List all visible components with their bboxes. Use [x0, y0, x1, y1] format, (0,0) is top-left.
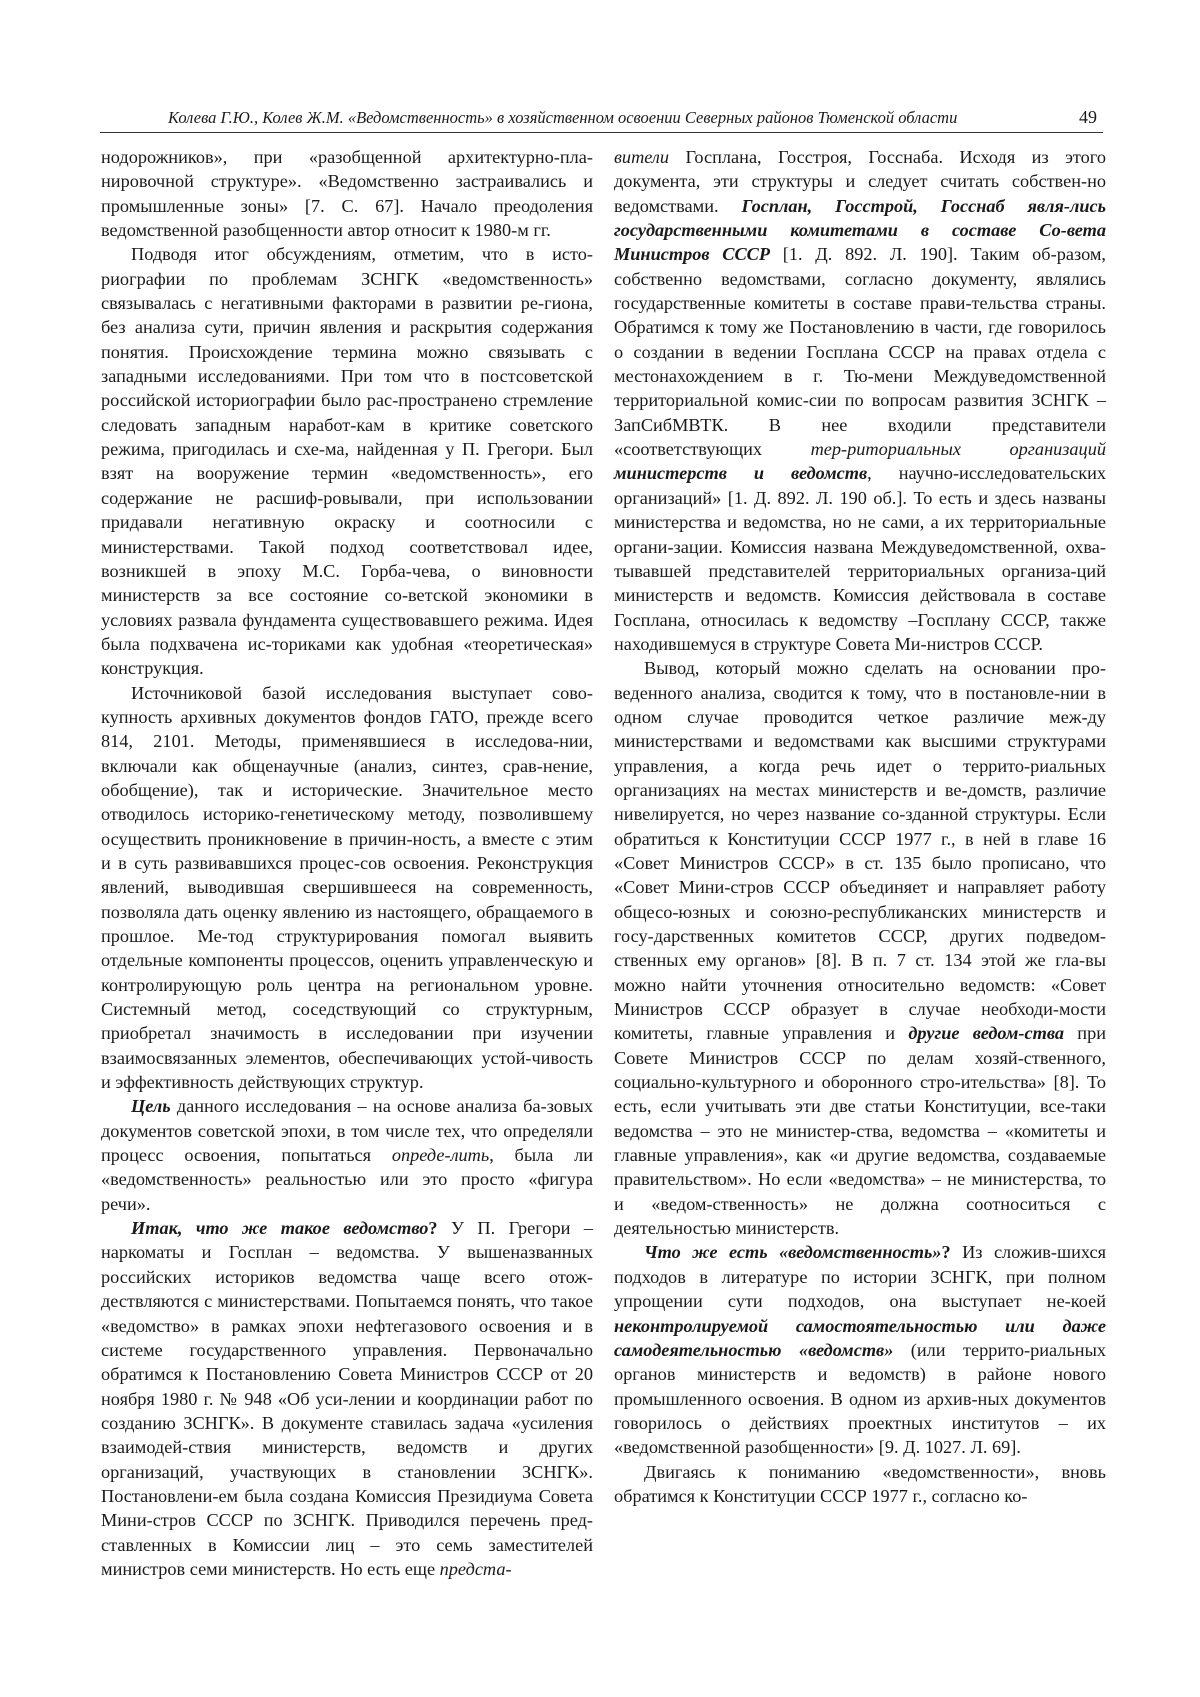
- text-run: [1. Д. 892. Л. 190]. Таким об-разом, собственно ведомствами, согласно документу, являлись государственные комитеты в составе прави-тельства страны. Обратимся к тому же Постановлению в части, где говорилось о создании в ведении Госплана СССР на правах отдела с местонахождением в г. Тю-мени Междуведомственной территориальной комис-сии по вопросам развития ЗСНГК – ЗапСибМВТК. В нее входили представители «соответствующих: [614, 244, 1106, 460]
- text-run: Вывод, который можно сделать на основании про-веденного анализа, сводится к тому, что в постановле-нии в одном случае проводится четкое различие меж-ду министерствами и ведомствами как высшими структурами управления, а когда речь идет о террито-риальных организациях на местах министерств и ве-домств, различие нивелируется, но через название со-зданной структуры. Если обратиться к Конституции СССР 1977 г., в ней в главе 16 «Совет Министров СССР» в ст. 135 было прописано, что «Совет Мини-стров СССР объединяет и направляет работу общесо-юзных и союзно-республиканских министерств и госу-дарственных комитетов СССР, других подведом-ственных ему органов» [8]. В п. 7 ст. 134 этой же гла-вы можно найти уточнения относительно ведомств: «Совет Министров СССР образует в случае необходи-мости комитеты, главные управления и: [614, 658, 1106, 1044]
- text-run: неконтролируемой самостоятельностью или даже самодеятельностью «ведомств»: [614, 1315, 1106, 1360]
- text-run: Госплан, Госстрой, Госснаб явля-лись государственными комитетами в составе Со-вета Министров СССР: [614, 195, 1106, 265]
- text-run: тер-риториальных организаций: [810, 439, 1106, 460]
- paragraph: [101, 1094, 593, 1216]
- text-run: , научно-исследовательских организаций» [1. Д. 892. Л. 190 об.]. То есть и здесь названы министерства и ведомства, но не сами, а их территориальные органи-зации. Комиссия названа Междуведомственной, охва-тывавшей представителей территориальных организа-ций министерств и ведомств. Комиссия действовала в составе Госплана, относилась к ведомству –Госплану СССР, также находившемуся в структуре Совета Ми-нистров СССР.: [614, 463, 1106, 654]
- running-header: [100, 108, 1103, 133]
- text-run: ?: [428, 1218, 452, 1239]
- text-run: вители: [614, 147, 670, 167]
- paragraph: [101, 145, 593, 242]
- text-run: Подводя итог обсуждениям, отметим, что в исто-риографии по проблемам ЗСНГК «ведомственность» связывалась с негативными факторами в развитии ре-гиона, без анализа сути, причин явления и раскрытия содержания понятия. Происхождение термина можно связывать с западными исследованиями. При том что в постсоветской российской историографии было рас-пространено стремление следовать западным наработ-кам в критике советского режима, пригодилась и схе-ма, найденная у П. Грегори. Был взят на вооружение термин «ведомственность», его содержание не расшиф-ровывали, при использовании придавали негативную окраску и соотносили с министерствами. Такой подход соответствовал идее, возникшей в эпоху М.С. Горба-чева, о виновности министерств за все состояние со-ветской экономики в условиях развала фундамента существовавшего режима. Идея была подхвачена ис-ториками как удобная «теоретическая» конструкция.: [101, 244, 593, 679]
- text-run: (или террито-риальных органов министерств и ведомств) в районе нового промышленного освоения. В одном из архив-ных документов говорилось о действиях проектных институтов – их «ведомственной разобщенности» [9. Д. 1027. Л. 69].: [614, 1339, 1106, 1458]
- text-run: данного исследования – на основе анализа ба-зовых документов советской эпохи, в том числе тех, что определяли процесс освоения, попытаться: [101, 1096, 593, 1166]
- paragraph: [614, 656, 1106, 1240]
- text-run: Из сложив-шихся подходов в литературе по истории ЗСНГК, при полном упрощении сути подходов, она выступает не-коей: [614, 1242, 1106, 1312]
- text-run: при Совете Министров СССР по делам хозяй-ственного, социально-культурного и оборонного стро-ительства» [8]. То есть, если учитывать эти две статьи Конституции, все-таки ведомства – это не министер-ства, ведомства – «комитеты и главные управления», как «и другие ведомства, создаваемые правительством». Но если «ведомства» – не министерства, то и «ведом-ственность» не должна соотноситься с деятельностью министерств.: [614, 1023, 1106, 1239]
- text-run: министерств и ведомств: [614, 463, 868, 484]
- paragraph: [101, 242, 593, 680]
- text-run: ?: [941, 1242, 963, 1263]
- text-run: Итак, что же такое ведомство: [131, 1218, 429, 1239]
- text-run: , была ли «ведомственность» реальностью или это просто «фигура речи».: [101, 1145, 593, 1214]
- text-run: Что же есть «ведомственность»: [644, 1242, 942, 1263]
- right-text-column: [614, 145, 1106, 1508]
- text-run: У П. Грегори – наркоматы и Госплан – ведомства. У вышеназванных российских историков ведомства чаще всего отож-дествляются с министерствами. Попытаемся понять, что такое «ведомство» в рамках эпохи нефтегазового освоения и в системе государственного управления. Первоначально обратимся к Постановлению Совета Министров СССР от 20 ноября 1980 г. № 948 «Об уси-лении и координации работ по созданию ЗСНГК». В документе ставилась задача «усиления взаимодей-ствия министерств, ведомств и других организаций, участвующих в становлении ЗСНГК». Постановлени-ем была создана Комиссия Президиума Совета Мини-стров СССР по ЗСНГК. Приводился перечень пред-ставленных в Комиссии лиц – это семь заместителей министров семи министерств. Но есть еще: [101, 1218, 593, 1579]
- text-run: Двигаясь к пониманию «ведомственности», вновь обратимся к Конституции СССР 1977 г., согласно ко-: [614, 1461, 1106, 1506]
- paragraph: [614, 1240, 1106, 1459]
- text-run: другие ведом-ства: [908, 1023, 1064, 1044]
- text-run: Источниковой базой исследования выступает сово-купность архивных документов фондов ГАТО, прежде всего 814, 2101. Методы, применявшиеся в исследова-нии, включали как общенаучные (анализ, синтез, срав-нение, обобщение), так и исторические. Значительное место отводилось историко-генетическому методу, позволившему осуществить проникновение в причин-ность, а вместе с этим и в суть развивавшихся процес-сов освоения. Реконструкция явлений, выводившая свершившееся на современность, позволяла дать оценку явлению из настоящего, обращаемого в прошлое. Ме-тод структурирования помогал выявить отдельные компоненты процессов, оценить управленческую и контролирующую роль центра на региональном уровне. Системный метод, соседствующий со структурным, приобретал значимость в исследовании при изучении взаимосвязанных элементов, обеспечивающих устой-чивость и эффективность действующих структур.: [101, 682, 593, 1093]
- text-run: предста-: [439, 1558, 512, 1579]
- text-run: Госплана, Госстроя, Госснаба. Исходя из этого документа, эти структуры и следует считать собствен-но ведомствами.: [614, 147, 1106, 216]
- page-number: 49: [1079, 107, 1097, 127]
- paragraph: [101, 681, 593, 1095]
- paragraph: [614, 145, 1106, 656]
- text-run: опреде-лить: [391, 1145, 490, 1166]
- left-text-column: [101, 145, 593, 1581]
- paragraph: [614, 1460, 1106, 1509]
- paragraph: [101, 1216, 593, 1581]
- text-run: Цель: [131, 1096, 171, 1117]
- text-run: нодорожников», при «разобщенной архитектурно-пла-нировочной структуре». «Ведомственно застраивались и промышленные зоны» [7. С. 67]. Начало преодоления ведомственной разобщенности автор относит к 1980-м гг.: [101, 147, 593, 241]
- running-header-title: Колева Г.Ю., Колев Ж.М. «Ведомственность» в хозяйственном освоении Северных районов Тюменской области: [168, 108, 958, 127]
